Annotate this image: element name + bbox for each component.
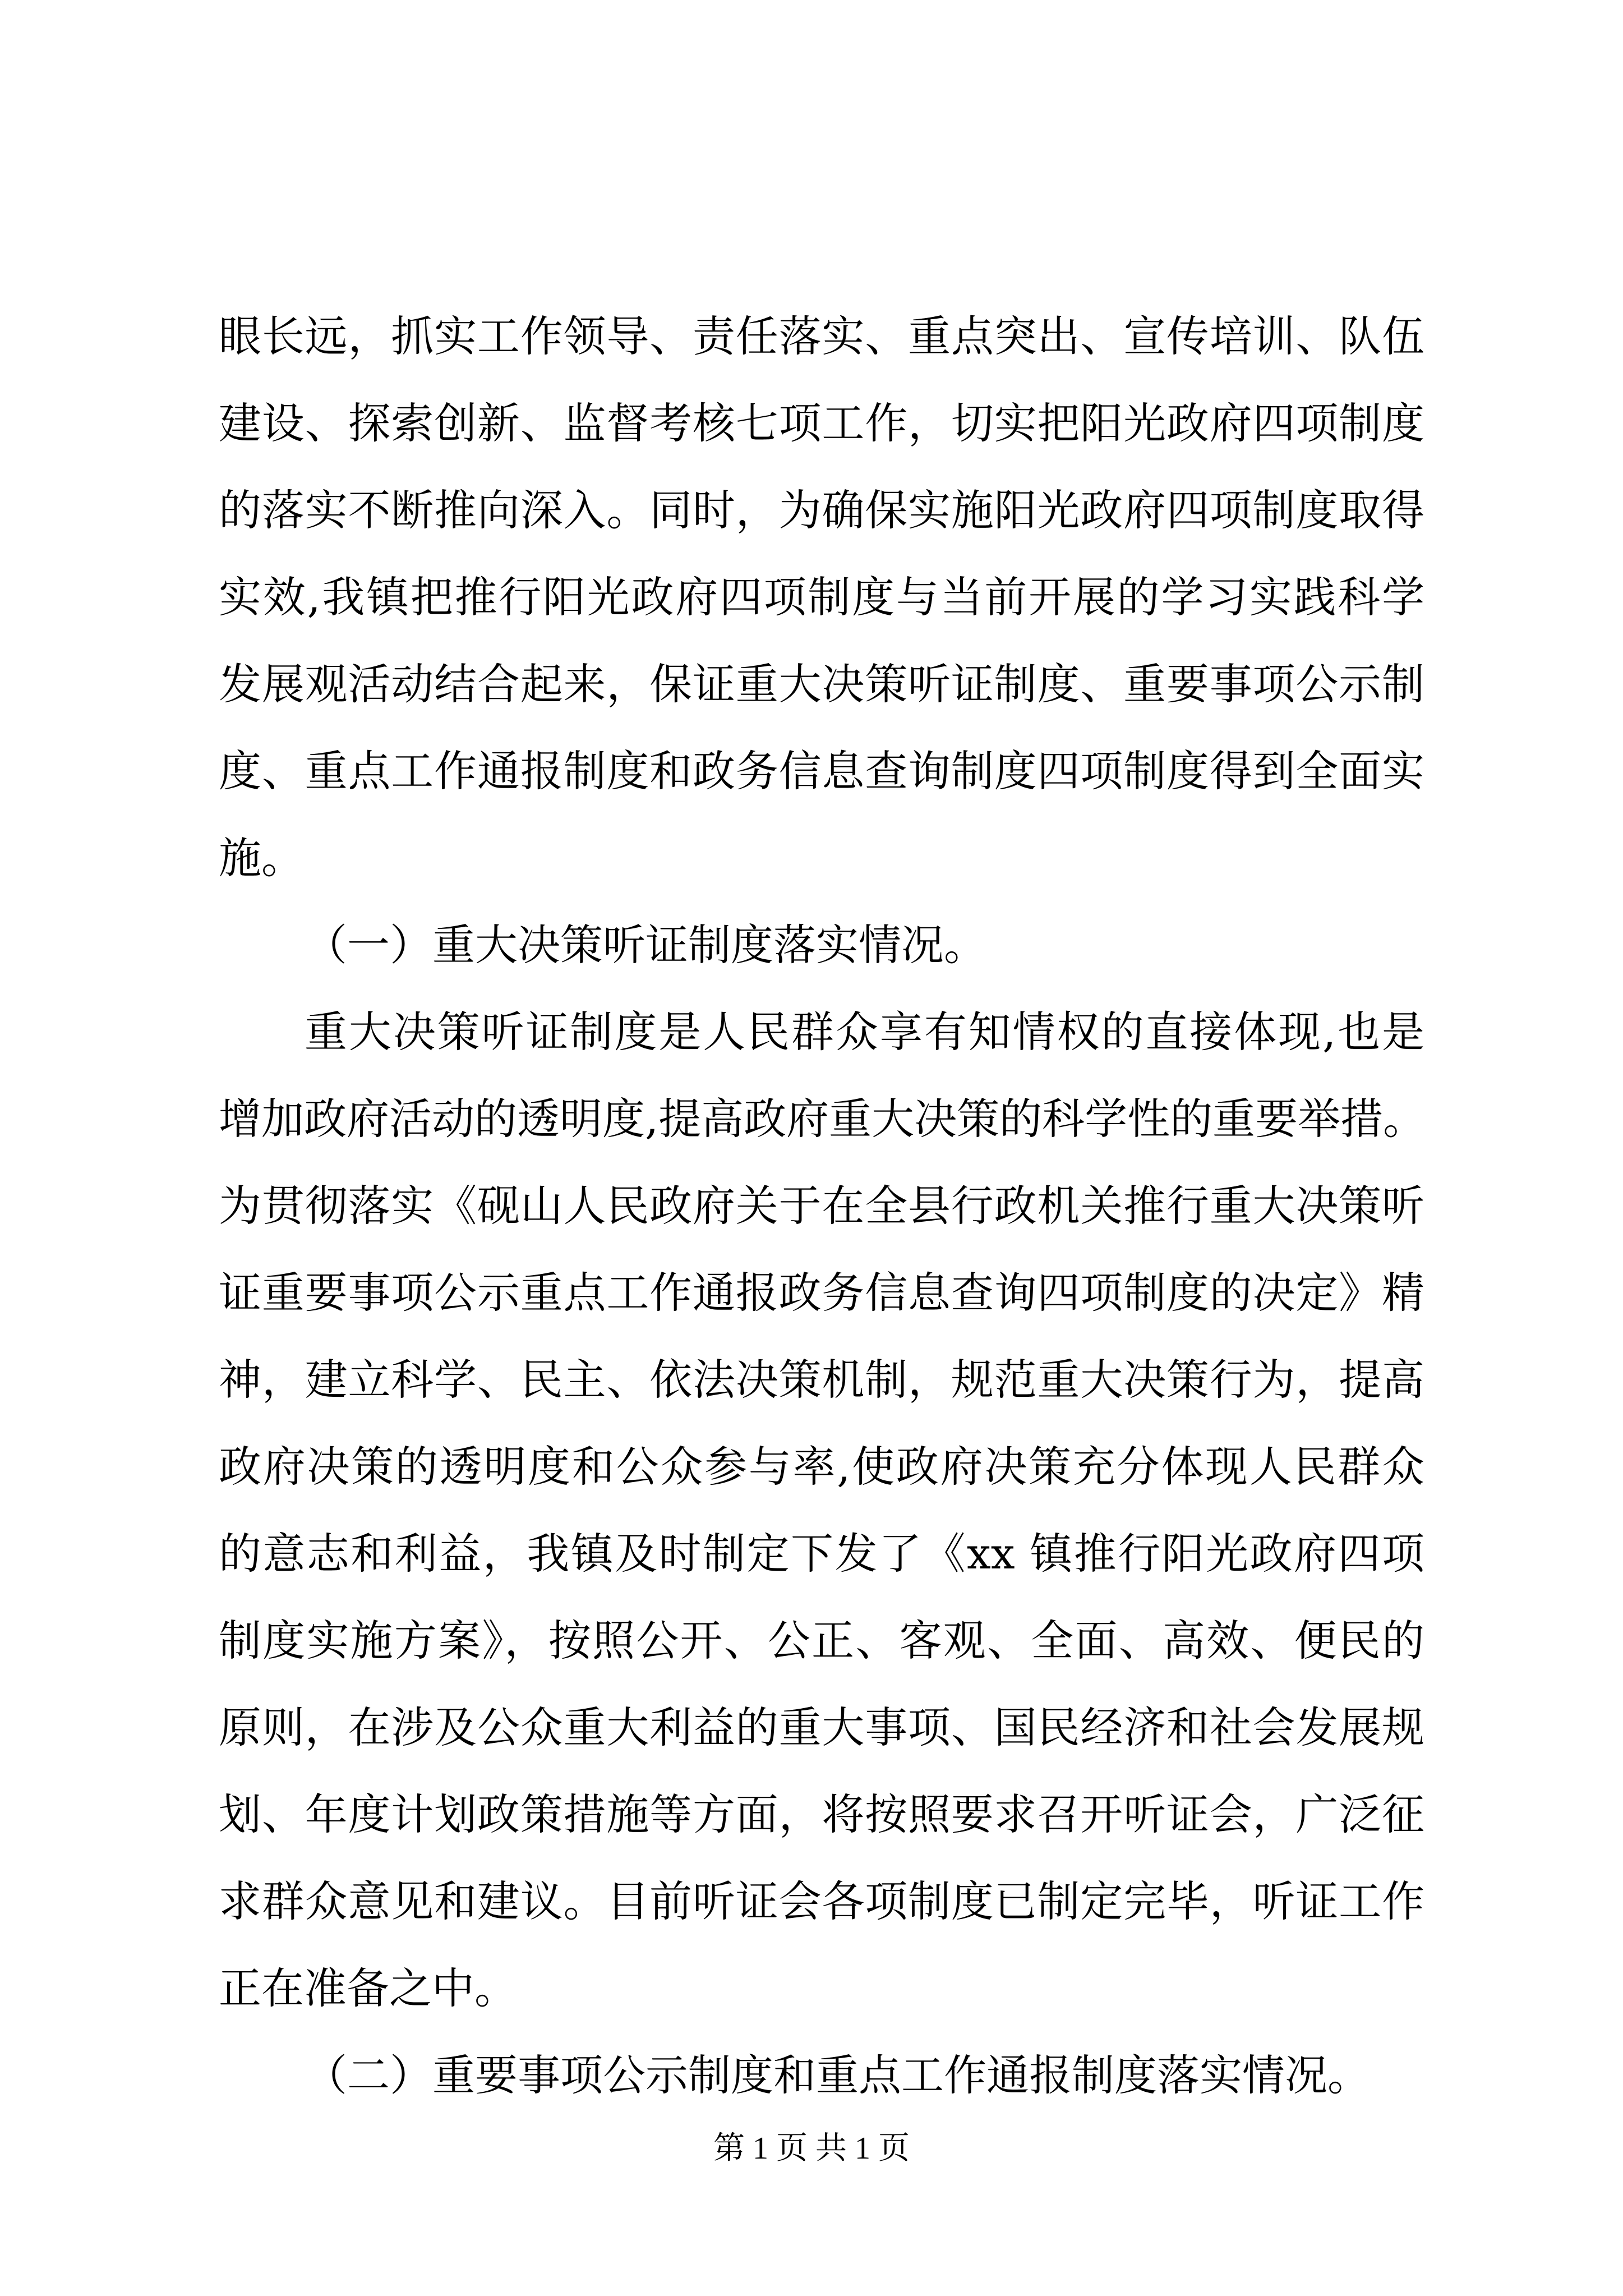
- body-line: 神，建立科学、民主、依法决策机制，规范重大决策行为，提高: [219, 1355, 1424, 1405]
- page-footer: 第 1 页 共 1 页: [713, 2131, 910, 2166]
- body-line: 原则，在涉及公众重大利益的重大事项、国民经济和社会发展规: [219, 1703, 1424, 1752]
- body-line: 为贯彻落实《砚山人民政府关于在全县行政机关推行重大决策听: [219, 1181, 1424, 1231]
- body-line: 施。: [219, 833, 304, 883]
- body-line: 划、年度计划政策措施等方面，将按照要求召开听证会，广泛征: [219, 1789, 1424, 1839]
- body-line: 度、重点工作通报制度和政务信息查询制度四项制度得到全面实: [219, 746, 1424, 796]
- body-line: 增加政府活动的透明度,提高政府重大决策的科学性的重要举措。: [219, 1094, 1426, 1144]
- body-line: 政府决策的透明度和公众参与率,使政府决策充分体现人民群众: [219, 1442, 1424, 1492]
- body-line: 证重要事项公示重点工作通报政务信息查询四项制度的决定》精: [219, 1268, 1424, 1318]
- section-heading-1: （一）重大决策听证制度落实情况。: [305, 920, 986, 970]
- body-line: 的落实不断推向深入。同时，为确保实施阳光政府四项制度取得: [219, 485, 1424, 535]
- body-line: 求群众意见和建议。目前听证会各项制度已制定完毕，听证工作: [219, 1876, 1424, 1926]
- body-line: 制度实施方案》，按照公开、公正、客观、全面、高效、便民的: [219, 1616, 1424, 1665]
- body-line: 正在准备之中。: [219, 1963, 517, 2013]
- body-line: 重大决策听证制度是人民群众享有知情权的直接体现,也是: [305, 1007, 1424, 1057]
- body-line: 实效,我镇把推行阳光政府四项制度与当前开展的学习实践科学: [219, 572, 1424, 622]
- body-line: 眼长远，抓实工作领导、责任落实、重点突出、宣传培训、队伍: [219, 311, 1424, 361]
- body-line: 建设、探索创新、监督考核七项工作，切实把阳光政府四项制度: [219, 398, 1424, 448]
- section-heading-2: （二）重要事项公示制度和重点工作通报制度落实情况。: [305, 2050, 1370, 2100]
- body-line: 发展观活动结合起来，保证重大决策听证制度、重要事项公示制: [219, 659, 1424, 709]
- body-line: 的意志和利益，我镇及时制定下发了《xx 镇推行阳光政府四项: [219, 1529, 1424, 1579]
